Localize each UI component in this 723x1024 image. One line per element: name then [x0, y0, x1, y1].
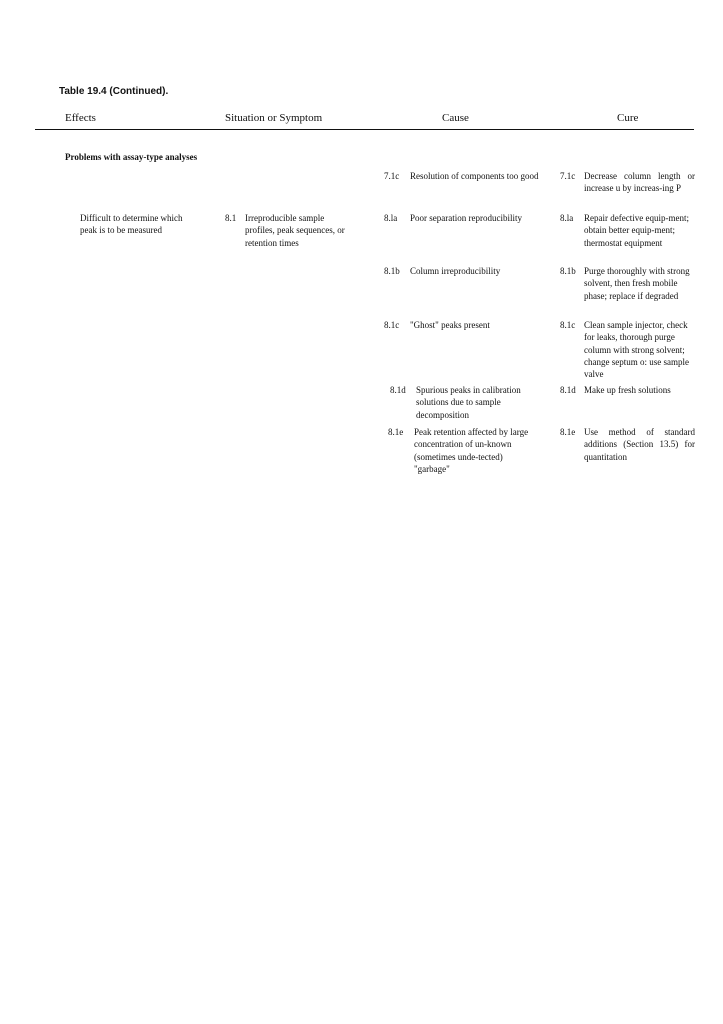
cure-code: 8.1b [560, 266, 576, 276]
cause-text: Spurious peaks in calibration solutions due to sample decomposition [416, 385, 521, 420]
header-effects: Effects [65, 112, 96, 124]
cause-code: 8.1c [384, 320, 400, 330]
cure-code: 8.1c [560, 320, 576, 330]
cure-code: 7.1c [560, 171, 576, 181]
cause-cell [384, 265, 544, 277]
cure-code: 8.la [560, 213, 574, 223]
cause-code: 8.1d [390, 385, 406, 395]
symptom-cell [225, 212, 355, 249]
cure-text: Repair defective equip-ment; obtain better equip-ment; thermostat equipment [584, 213, 689, 248]
cure-code: 8.1e [560, 427, 576, 437]
cure-cell [560, 384, 695, 396]
header-cause: Cause [442, 112, 469, 124]
cause-cell [390, 384, 544, 421]
cure-text: Use method of standard additions (Section 13.5) for quantitation [584, 427, 695, 462]
cause-cell [384, 319, 544, 331]
cure-text: Make up fresh solutions [584, 385, 671, 395]
cause-text: Resolution of components too good [410, 171, 539, 181]
cause-code: 8.la [384, 213, 398, 223]
effect-text: Difficult to determine which peak is to be measured [80, 213, 183, 236]
cure-text: Purge thoroughly with strong solvent, then fresh mobile phase; replace if degraded [584, 266, 690, 301]
cure-code: 8.1d [560, 385, 576, 395]
cause-cell [388, 426, 540, 475]
header-situation: Situation or Symptom [225, 112, 323, 124]
cure-cell [560, 170, 695, 195]
cure-cell [560, 265, 695, 302]
cure-text: Clean sample injector, check for leaks, thorough purge column with strong solvent; change septum o: use sample valve [584, 320, 689, 380]
cause-text: "Ghost" peaks present [410, 320, 490, 330]
cause-cell [384, 170, 544, 182]
cause-text: Poor separation reproducibility [410, 213, 522, 223]
section-title: Problems with assay-type analyses [65, 152, 198, 162]
header-cure: Cure [617, 112, 639, 124]
symptom-text: Irreproducible sample profiles, peak sequences, or retention times [245, 213, 345, 248]
cause-text: Column irreproducibility [410, 266, 501, 276]
cause-code: 8.1e [388, 427, 404, 437]
cure-cell [560, 212, 695, 249]
cause-code: 7.1c [384, 171, 400, 181]
symptom-code: 8.1 [225, 213, 237, 223]
cure-text: Decrease column length or increase u by increas-ing P [584, 171, 695, 194]
header-rule [35, 129, 694, 130]
cure-cell [560, 319, 695, 380]
cause-code: 8.1b [384, 266, 400, 276]
cause-text: Peak retention affected by large concentration of un-known (sometimes unde-tected) "garbage" [414, 427, 529, 474]
table-title: Table 19.4 (Continued). [59, 86, 169, 97]
cause-cell [384, 212, 544, 224]
cure-cell [560, 426, 695, 463]
